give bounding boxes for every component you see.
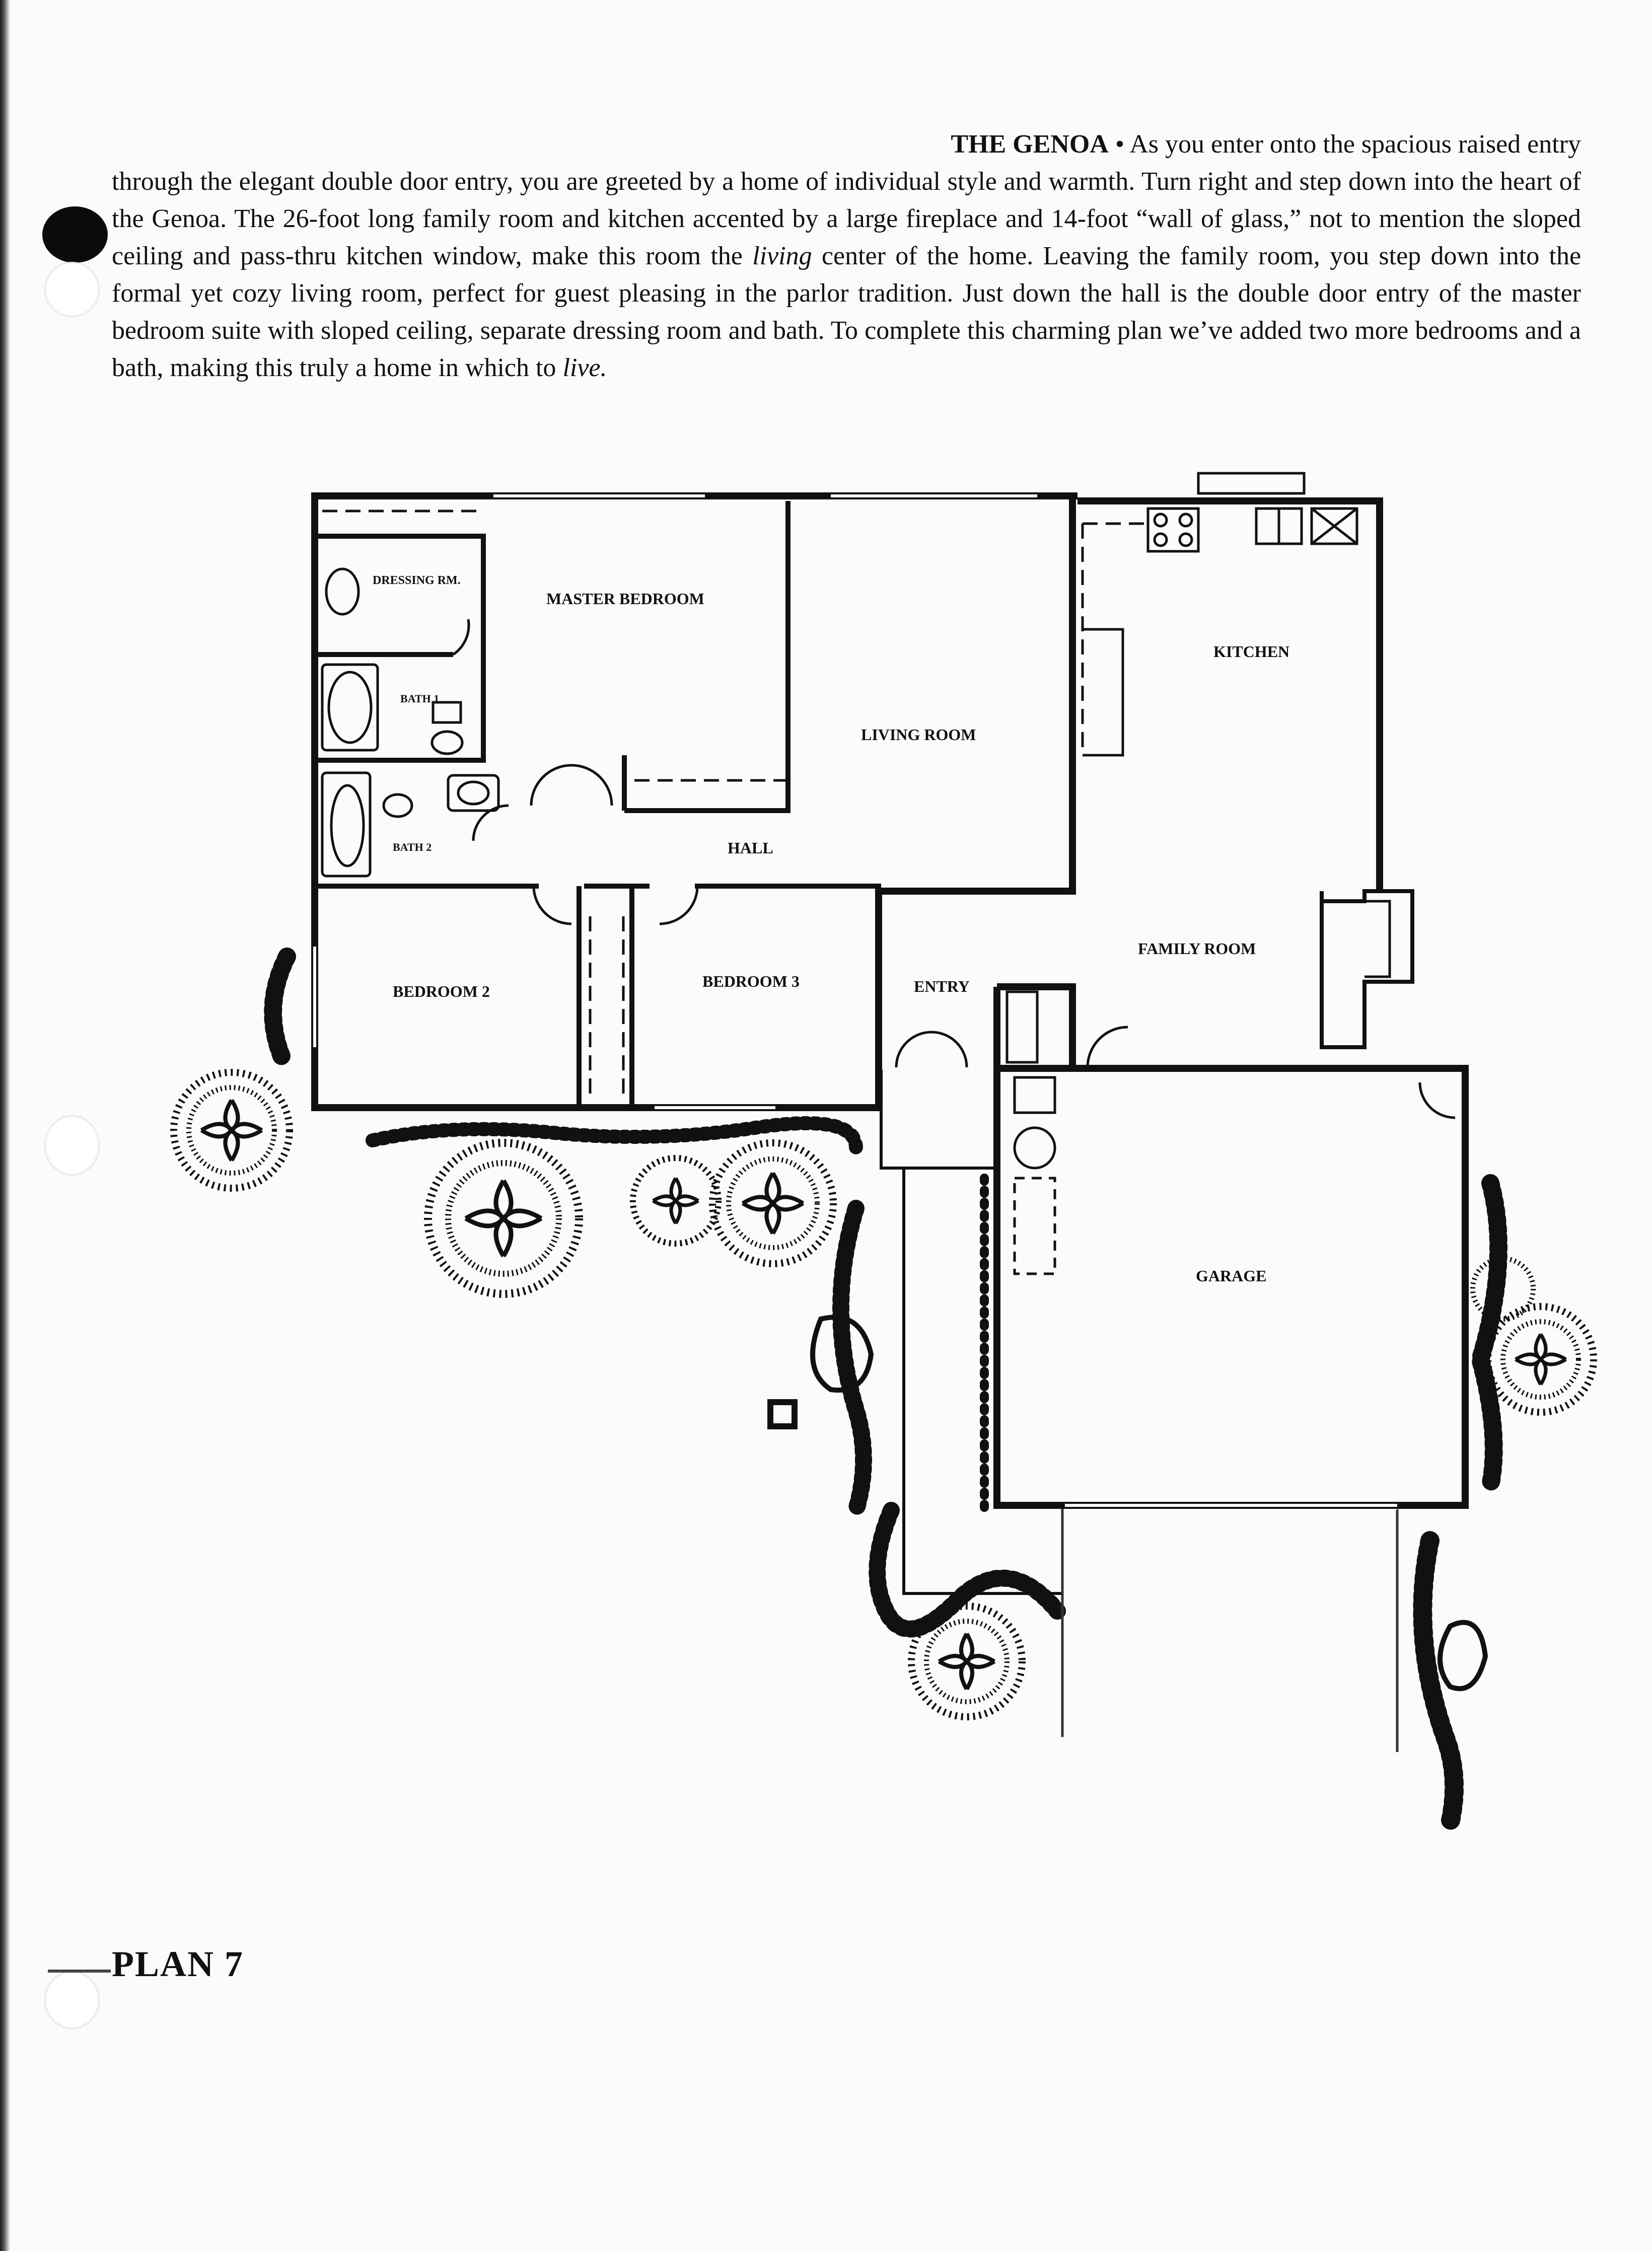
bathtub-icon (322, 665, 378, 750)
room-label-dressing: DRESSING RM. (373, 574, 461, 587)
fireplace-icon (1322, 891, 1412, 1047)
description-emphasis-live: live. (562, 353, 607, 382)
room-label-garage: GARAGE (1196, 1267, 1267, 1285)
plan-title: THE GENOA (951, 130, 1109, 159)
kitchen-fixtures (1148, 473, 1380, 856)
plan-number-label: PLAN 7 (112, 1944, 244, 1984)
double-door-right (571, 765, 612, 806)
bath-fixtures (322, 569, 498, 876)
shrub-icon (633, 1158, 719, 1244)
room-label-hall: HALL (728, 839, 773, 857)
title-bullet: • (1115, 130, 1125, 159)
bedroom-3-door (660, 886, 697, 924)
room-label-bedroom-2: BEDROOM 2 (393, 982, 490, 1000)
room-label-living-room: LIVING ROOM (861, 725, 976, 744)
room-label-master-bedroom: MASTER BEDROOM (546, 590, 704, 608)
room-label-family-room: FAMILY ROOM (1138, 939, 1256, 958)
furnace-icon (1015, 1128, 1055, 1168)
room-label-entry: ENTRY (914, 977, 970, 995)
room-label-bedroom-3: BEDROOM 3 (702, 972, 800, 990)
ground-cover (273, 957, 287, 1057)
ground-cover (373, 1123, 856, 1148)
vanity-sink-icon (326, 569, 358, 614)
landscaping (174, 957, 1594, 1823)
ground-cover (1480, 1183, 1498, 1485)
exterior-walls (315, 496, 1465, 1505)
shrub-icon (712, 1143, 833, 1264)
plan-label-rule (48, 1970, 111, 1973)
garage-door-interior (1088, 1027, 1128, 1067)
room-label-kitchen: KITCHEN (1213, 642, 1290, 661)
kitchen-window (1198, 473, 1304, 493)
room-label-bath-1: BATH 1 (400, 692, 440, 705)
bedroom-2-door (534, 886, 571, 924)
double-door-left (531, 765, 571, 806)
description-lead: As you enter onto the spacious raised entry (1129, 130, 1581, 159)
doors (453, 619, 1455, 1118)
driveway (1062, 1505, 1397, 1752)
description-text-1: through the elegant double door entry, you are greeted by a home of individual style and warmth. Turn right and step down into the heart of the Genoa. The 26-foot long family room and kitchen accented by a large fireplace and 14-foot “wall of glass,” not to mention the sloped ceiling and pass-thru kitchen window, make this room the (112, 167, 1581, 270)
garage-side-door (1420, 1082, 1455, 1118)
boulder (1440, 1623, 1485, 1689)
entry-door-left (896, 1032, 931, 1067)
description-text-2: center of the home. Leaving the family room, you step down into the formal yet cozy living room, perfect for guest pleasing in the parlor tradition. Just down the hall is the double door entry of the master bedroom suite with sloped ceiling, separate dressing room and bath. To complete this charming plan we’ve added two more bedrooms and a bath, making this truly a home in which to (112, 242, 1582, 382)
shrub-icon (1488, 1306, 1594, 1412)
water-heater-icon (1015, 1077, 1055, 1113)
bath-1-door (453, 619, 469, 655)
room-label-bath-2: BATH 2 (393, 841, 432, 853)
room-labels (373, 574, 1289, 1285)
ground-cover (841, 1208, 864, 1510)
description-emphasis-living: living (752, 242, 812, 270)
shrub-icon (428, 1143, 579, 1294)
shrub-icon (174, 1072, 290, 1188)
entry-door-right (931, 1032, 967, 1067)
light-post-icon (770, 1402, 795, 1426)
toilet-icon (433, 702, 461, 722)
toilet-icon (384, 794, 412, 817)
